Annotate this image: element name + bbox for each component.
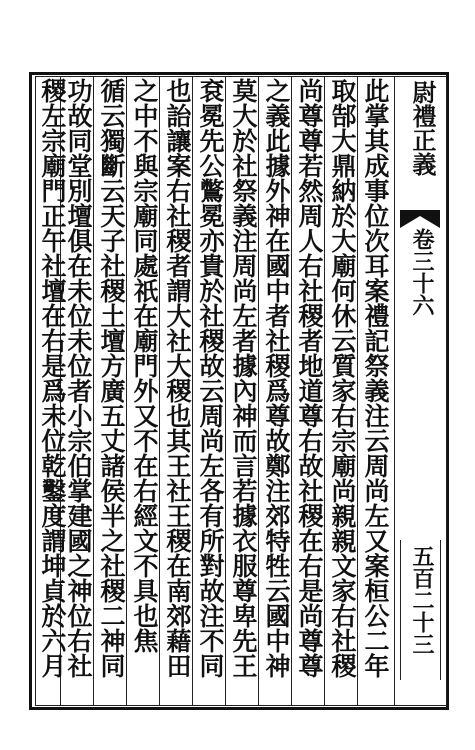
column-rule [93, 76, 94, 706]
column-rule [291, 76, 292, 706]
column-rule [225, 76, 226, 706]
text-column-10: 功故同堂別壇俱在未位未位者小宗伯掌建國之神位右社 [64, 78, 93, 678]
column-rule [258, 76, 259, 706]
text-column-4: 之義此據外神在國中者社稷爲尊故鄭注郊特牲云國中神 [262, 78, 291, 678]
banner-title: 尉禮正義 [408, 80, 437, 176]
column-rule [159, 76, 160, 706]
fishtail-mark [400, 210, 440, 228]
banner-page-number: 五百二十三 [409, 545, 435, 655]
text-column-2: 取郜大鼎納於大廟何休云質家右宗廟尚親親文家右社稷 [328, 78, 357, 678]
text-column-3: 尚尊尊若然周人右社稷者地道尊右故社稷在右是尚尊尊 [295, 78, 324, 678]
column-rule [192, 76, 193, 706]
column-rule [126, 76, 127, 706]
text-column-5: 莫大於社祭義注周尚左者據內神而言若據衣服尊卑先王 [229, 78, 258, 678]
text-column-8: 之中不與宗廟同處祇在廟門外又不在右經文不具也焦 [130, 78, 159, 653]
text-column-1: 此掌其成事位次耳案禮記祭義注云周尚左又案桓公二年 [361, 78, 390, 678]
column-rule [357, 76, 358, 706]
text-column-6: 袞冕先公鷩冕亦貴於社稷故云周尚左各有所對故注不同 [196, 78, 225, 678]
banner-juan: 卷三十六 [409, 228, 435, 316]
banner-rule-right [440, 540, 441, 680]
text-column-11: 稷左宗廟門正午社壇在右是爲未位乾鑿度謂坤貞於六月 [38, 78, 67, 678]
text-column-7: 也詒讓案右社稷者謂大社大稷也其王社王稷在南郊藉田 [163, 78, 192, 678]
text-column-9: 循云獨斷云天子社稷土壇方廣五丈諸侯半之社稷二神同 [97, 78, 126, 678]
column-rule [324, 76, 325, 706]
banner-rule-left [400, 540, 401, 680]
